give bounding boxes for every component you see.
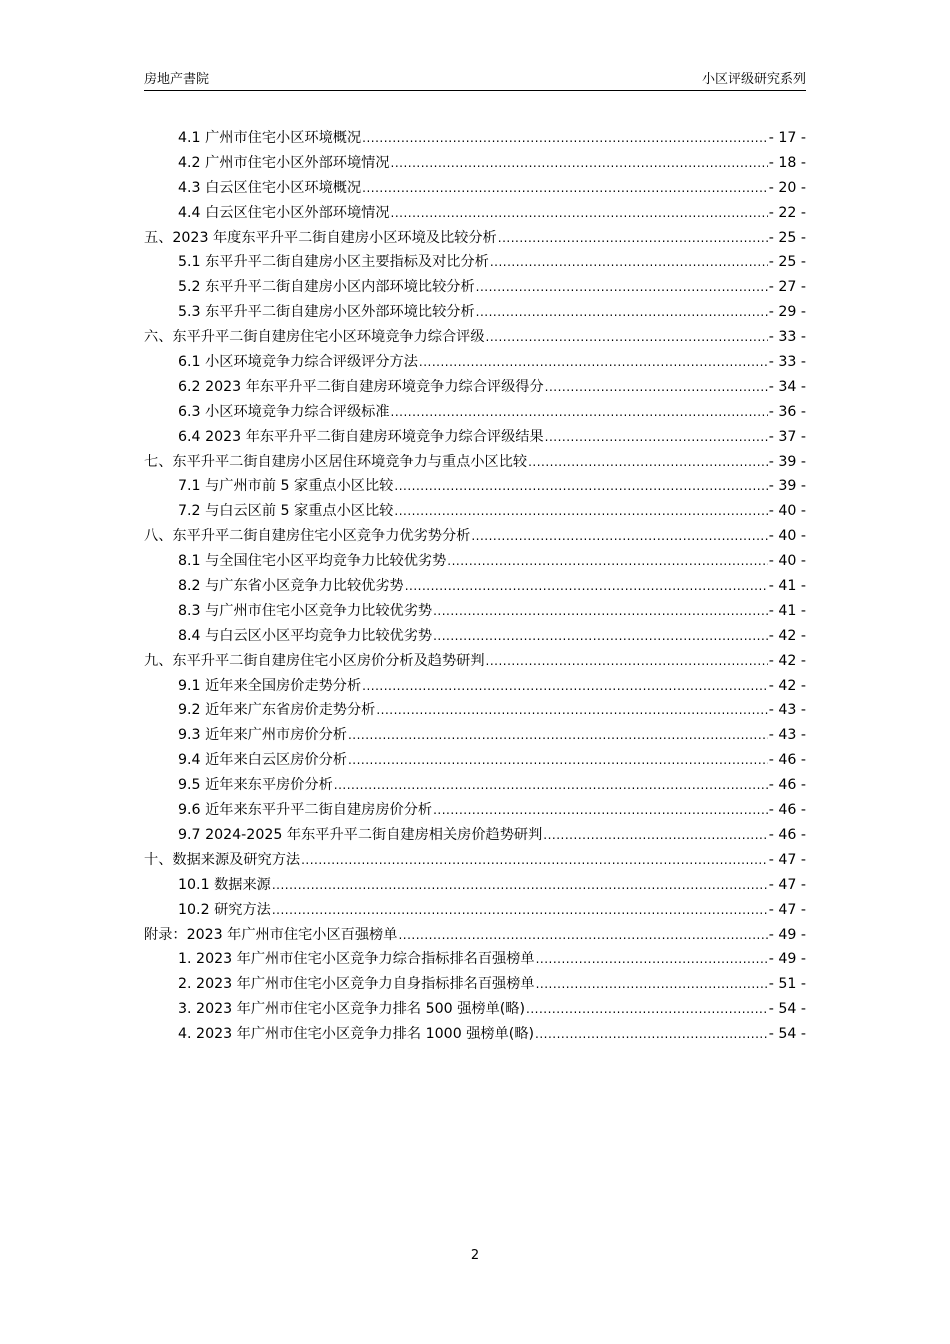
toc-leader-dots bbox=[498, 226, 768, 251]
toc-leader-dots bbox=[545, 425, 768, 450]
toc-entry[interactable] bbox=[144, 997, 806, 1022]
toc-entry-page: - 29 - bbox=[768, 304, 806, 321]
toc-entry-title: 十、数据来源及研究方法 bbox=[144, 851, 301, 868]
toc-entry-title: 6.4 2023 年东平升平二街自建房环境竞争力综合评级结果 bbox=[178, 428, 544, 445]
toc-entry[interactable] bbox=[144, 848, 806, 873]
toc-entry-page: - 33 - bbox=[768, 354, 806, 371]
toc-leader-dots bbox=[272, 898, 768, 923]
toc-entry-page: - 47 - bbox=[768, 851, 806, 868]
toc-entry[interactable] bbox=[144, 201, 806, 226]
toc-entry-page: - 25 - bbox=[768, 254, 806, 271]
toc-entry-page: - 40 - bbox=[768, 528, 806, 545]
toc-entry-title: 8.1 与全国住宅小区平均竞争力比较优劣势 bbox=[178, 553, 447, 570]
toc-leader-dots bbox=[536, 972, 768, 997]
toc-leader-dots bbox=[536, 947, 768, 972]
toc-leader-dots bbox=[545, 375, 768, 400]
toc-leader-dots bbox=[301, 848, 768, 873]
toc-entry-title: 9.2 近年来广东省房价走势分析 bbox=[178, 702, 376, 719]
toc-leader-dots bbox=[447, 549, 767, 574]
toc-entry[interactable] bbox=[144, 972, 806, 997]
toc-entry-title: 4.4 白云区住宅小区外部环境情况 bbox=[178, 204, 390, 221]
toc-entry-title: 八、东平升平二街自建房住宅小区竞争力优劣势分析 bbox=[144, 528, 471, 545]
toc-entry-page: - 43 - bbox=[768, 702, 806, 719]
toc-leader-dots bbox=[376, 698, 767, 723]
toc-leader-dots bbox=[348, 723, 768, 748]
toc-entry[interactable] bbox=[144, 400, 806, 425]
toc-entry[interactable] bbox=[144, 524, 806, 549]
toc-entry-title: 七、东平升平二街自建房小区居住环境竞争力与重点小区比较 bbox=[144, 453, 528, 470]
header-publisher: 房地产書院 bbox=[144, 72, 210, 87]
toc-entry-page: - 41 - bbox=[768, 602, 806, 619]
toc-entry-page: - 54 - bbox=[768, 1026, 806, 1043]
toc-entry[interactable] bbox=[144, 748, 806, 773]
toc-entry[interactable] bbox=[144, 599, 806, 624]
toc-entry-page: - 42 - bbox=[768, 677, 806, 694]
toc-entry-page: - 41 - bbox=[768, 578, 806, 595]
toc-leader-dots bbox=[486, 325, 768, 350]
toc-entry-page: - 40 - bbox=[768, 503, 806, 520]
toc-entry-title: 5.3 东平升平二街自建房小区外部环境比较分析 bbox=[178, 304, 475, 321]
toc-entry[interactable] bbox=[144, 275, 806, 300]
toc-leader-dots bbox=[535, 1022, 768, 1047]
toc-entry-title: 5.2 东平升平二街自建房小区内部环境比较分析 bbox=[178, 279, 475, 296]
page-header bbox=[144, 68, 806, 91]
toc-entry-page: - 43 - bbox=[768, 727, 806, 744]
toc-entry-title: 9.1 近年来全国房价走势分析 bbox=[178, 677, 362, 694]
toc-entry-title: 1. 2023 年广州市住宅小区竞争力综合指标排名百强榜单 bbox=[178, 951, 535, 968]
toc-entry-title: 8.4 与白云区小区平均竞争力比较优劣势 bbox=[178, 627, 433, 644]
toc-leader-dots bbox=[398, 923, 767, 948]
toc-leader-dots bbox=[543, 823, 767, 848]
toc-entry-page: - 49 - bbox=[768, 951, 806, 968]
toc-entry[interactable] bbox=[144, 450, 806, 475]
toc-entry[interactable] bbox=[144, 674, 806, 699]
toc-leader-dots bbox=[394, 474, 767, 499]
toc-entry-title: 7.2 与白云区前 5 家重点小区比较 bbox=[178, 503, 394, 520]
toc-leader-dots bbox=[394, 499, 767, 524]
toc-leader-dots bbox=[433, 624, 768, 649]
toc-entry-title: 4. 2023 年广州市住宅小区竞争力排名 1000 强榜单(略) bbox=[178, 1026, 535, 1043]
toc-leader-dots bbox=[391, 151, 768, 176]
toc-entry-title: 7.1 与广州市前 5 家重点小区比较 bbox=[178, 478, 394, 495]
toc-entry[interactable] bbox=[144, 425, 806, 450]
toc-entry[interactable] bbox=[144, 898, 806, 923]
toc-entry-page: - 49 - bbox=[768, 926, 806, 943]
toc-leader-dots bbox=[433, 798, 768, 823]
toc-leader-dots bbox=[419, 350, 768, 375]
toc-entry-page: - 22 - bbox=[768, 204, 806, 221]
toc-leader-dots bbox=[471, 524, 767, 549]
toc-entry[interactable] bbox=[144, 350, 806, 375]
toc-entry-page: - 34 - bbox=[768, 378, 806, 395]
toc-leader-dots bbox=[528, 450, 768, 475]
page-number: 2 bbox=[470, 1248, 480, 1263]
toc-entry-title: 4.2 广州市住宅小区外部环境情况 bbox=[178, 154, 390, 171]
toc-leader-dots bbox=[405, 574, 768, 599]
toc-entry-title: 4.3 白云区住宅小区环境概况 bbox=[178, 179, 362, 196]
toc-entry[interactable] bbox=[144, 947, 806, 972]
toc-entry[interactable] bbox=[144, 798, 806, 823]
toc-entry[interactable] bbox=[144, 923, 806, 948]
toc-leader-dots bbox=[362, 126, 768, 151]
toc-entry-title: 六、东平升平二街自建房住宅小区环境竞争力综合评级 bbox=[144, 329, 485, 346]
toc-entry-page: - 46 - bbox=[768, 802, 806, 819]
toc-entry[interactable] bbox=[144, 226, 806, 251]
toc-entry-title: 5.1 东平升平二街自建房小区主要指标及对比分析 bbox=[178, 254, 489, 271]
toc-entry[interactable] bbox=[144, 873, 806, 898]
toc-leader-dots bbox=[490, 250, 768, 275]
toc-entry[interactable] bbox=[144, 300, 806, 325]
toc-entry-title: 九、东平升平二街自建房住宅小区房价分析及趋势研判 bbox=[144, 652, 485, 669]
toc-leader-dots bbox=[433, 599, 768, 624]
toc-entry-title: 4.1 广州市住宅小区环境概况 bbox=[178, 130, 362, 146]
toc-entry[interactable] bbox=[144, 151, 806, 176]
toc-entry-title: 9.7 2024-2025 年东平升平二街自建房相关房价趋势研判 bbox=[178, 826, 543, 843]
toc-entry-page: - 42 - bbox=[768, 652, 806, 669]
toc-entry[interactable] bbox=[144, 325, 806, 350]
toc-entry-title: 9.6 近年来东平升平二街自建房房价分析 bbox=[178, 802, 433, 819]
toc-entry[interactable] bbox=[144, 624, 806, 649]
toc-entry[interactable] bbox=[144, 176, 806, 201]
toc-entry[interactable] bbox=[144, 375, 806, 400]
toc-entry-page: - 46 - bbox=[768, 826, 806, 843]
toc-entry-title: 8.2 与广东省小区竞争力比较优劣势 bbox=[178, 578, 404, 595]
toc-entry-page: - 36 - bbox=[768, 403, 806, 420]
toc-entry-title: 五、2023 年度东平升平二街自建房小区环境及比较分析 bbox=[144, 229, 497, 246]
toc-entry-page: - 54 - bbox=[768, 1001, 806, 1018]
toc-entry[interactable] bbox=[144, 474, 806, 499]
toc-entry-title: 10.2 研究方法 bbox=[178, 901, 271, 918]
toc-entry-page: - 47 - bbox=[768, 901, 806, 918]
toc-entry-page: - 17 - bbox=[768, 130, 806, 146]
toc-leader-dots bbox=[526, 997, 768, 1022]
toc-entry-title: 6.1 小区环境竞争力综合评级评分方法 bbox=[178, 354, 418, 371]
toc-leader-dots bbox=[334, 773, 768, 798]
toc-entry-title: 9.4 近年来白云区房价分析 bbox=[178, 752, 347, 769]
toc-entry-title: 6.2 2023 年东平升平二街自建房环境竞争力综合评级得分 bbox=[178, 378, 544, 395]
toc-leader-dots bbox=[476, 275, 768, 300]
toc-entry-title: 附录：2023 年广州市住宅小区百强榜单 bbox=[144, 926, 398, 943]
toc-entry-page: - 39 - bbox=[768, 478, 806, 495]
toc-entry-page: - 46 - bbox=[768, 777, 806, 794]
toc-entry-page: - 40 - bbox=[768, 553, 806, 570]
toc-entry-title: 10.1 数据来源 bbox=[178, 876, 271, 893]
toc-entry[interactable] bbox=[144, 126, 806, 151]
toc-leader-dots bbox=[486, 649, 768, 674]
toc-entry-page: - 33 - bbox=[768, 329, 806, 346]
toc-entry-title: 2. 2023 年广州市住宅小区竞争力自身指标排名百强榜单 bbox=[178, 976, 535, 993]
toc-entry-page: - 18 - bbox=[768, 154, 806, 171]
toc-entry-page: - 37 - bbox=[768, 428, 806, 445]
toc-entry-title: 8.3 与广州市住宅小区竞争力比较优劣势 bbox=[178, 602, 433, 619]
toc-entry-page: - 20 - bbox=[768, 179, 806, 196]
toc-entry-page: - 25 - bbox=[768, 229, 806, 246]
toc-leader-dots bbox=[476, 300, 768, 325]
toc-entry[interactable] bbox=[144, 649, 806, 674]
toc-entry-page: - 42 - bbox=[768, 627, 806, 644]
toc-entry[interactable] bbox=[144, 250, 806, 275]
toc-entry[interactable] bbox=[144, 773, 806, 798]
toc-entry-page: - 39 - bbox=[768, 453, 806, 470]
toc-leader-dots bbox=[272, 873, 768, 898]
toc-leader-dots bbox=[348, 748, 768, 773]
toc-entry[interactable] bbox=[144, 1022, 806, 1047]
toc-entry[interactable] bbox=[144, 574, 806, 599]
toc-leader-dots bbox=[362, 176, 768, 201]
toc-entry-title: 6.3 小区环境竞争力综合评级标准 bbox=[178, 403, 390, 420]
toc-leader-dots bbox=[391, 400, 768, 425]
toc-leader-dots bbox=[362, 674, 768, 699]
toc-entry-page: - 27 - bbox=[768, 279, 806, 296]
toc-entry-title: 3. 2023 年广州市住宅小区竞争力排名 500 强榜单(略) bbox=[178, 1001, 526, 1018]
toc-entry-page: - 51 - bbox=[768, 976, 806, 993]
toc-entry[interactable] bbox=[144, 698, 806, 723]
toc-leader-dots bbox=[391, 201, 768, 226]
header-series-title: 小区评级研究系列 bbox=[701, 72, 806, 87]
toc-entry-title: 9.3 近年来广州市房价分析 bbox=[178, 727, 347, 744]
toc-entry-page: - 47 - bbox=[768, 876, 806, 893]
toc-entry-title: 9.5 近年来东平房价分析 bbox=[178, 777, 333, 794]
toc-entry[interactable] bbox=[144, 499, 806, 524]
toc-entry[interactable] bbox=[144, 549, 806, 574]
toc-entry[interactable] bbox=[144, 723, 806, 748]
toc-entry[interactable] bbox=[144, 823, 806, 848]
table-of-contents bbox=[144, 126, 806, 1047]
toc-entry-page: - 46 - bbox=[768, 752, 806, 769]
